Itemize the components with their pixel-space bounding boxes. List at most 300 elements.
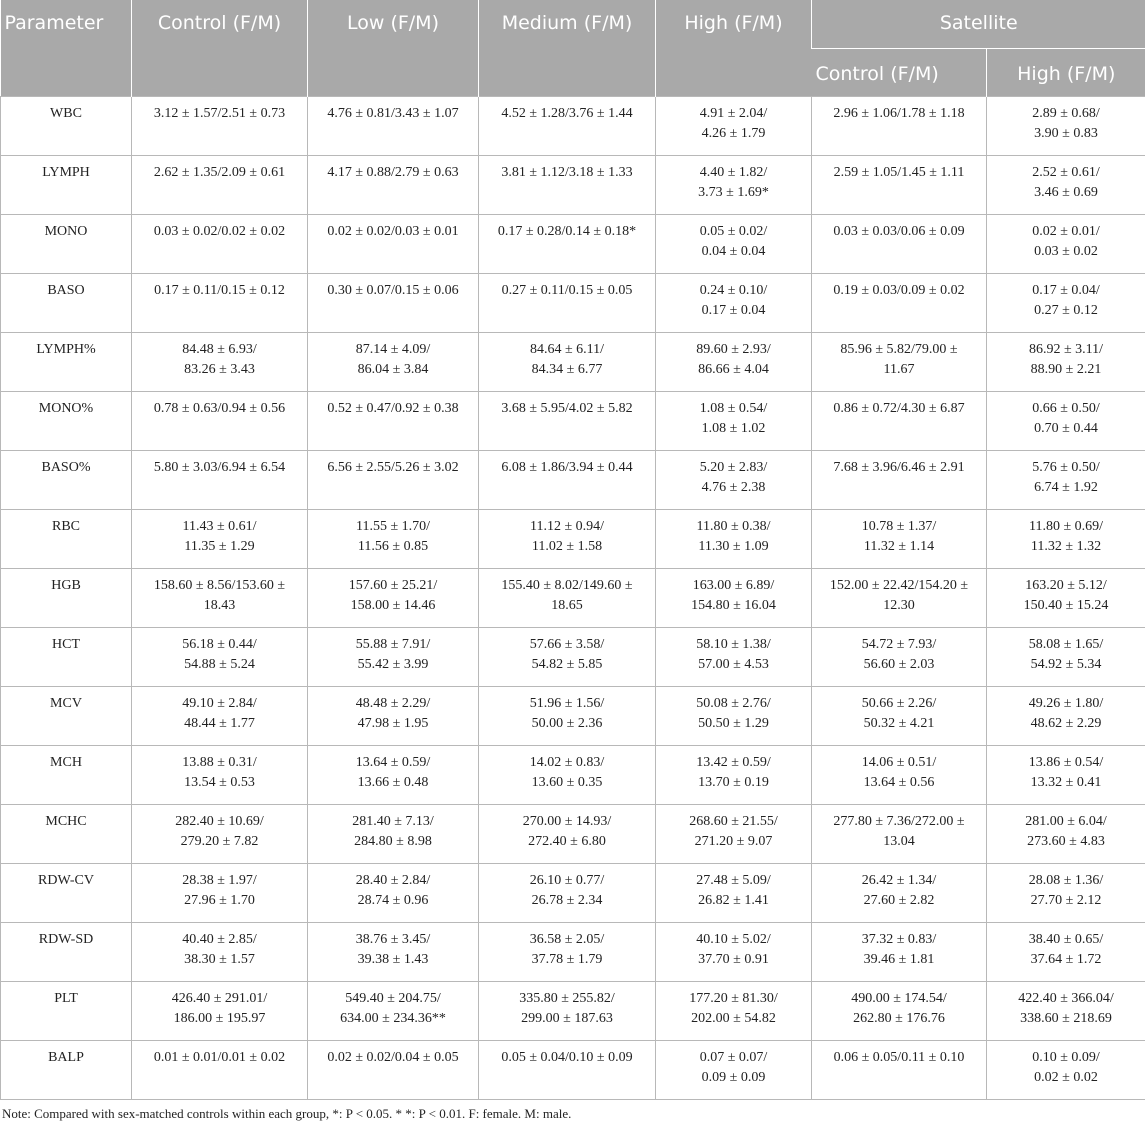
cell-line: 83.26 ± 3.43 [184, 361, 255, 377]
cell-line: 13.70 ± 0.19 [698, 774, 769, 790]
cell-line: 0.17 ± 0.11/0.15 ± 0.12 [154, 282, 285, 298]
table-cell [308, 745, 479, 804]
header-high: High (F/M) [656, 0, 812, 96]
cell-line: 0.01 ± 0.01/0.01 ± 0.02 [153, 1049, 286, 1065]
table-cell [812, 391, 987, 450]
cell-line: 0.70 ± 0.44 [1034, 420, 1098, 436]
cell-line: 3.81 ± 1.12/3.18 ± 1.33 [501, 164, 633, 180]
table-row [1, 155, 1145, 214]
cell-line: 39.46 ± 1.81 [863, 951, 935, 967]
cell-line: 37.32 ± 0.83/ [861, 931, 937, 947]
cell-line: 0.02 ± 0.02/0.04 ± 0.05 [327, 1049, 459, 1065]
cell-line: 422.40 ± 366.04/ [1018, 990, 1114, 1006]
cell-line: 37.70 ± 0.91 [698, 951, 769, 967]
table-cell [132, 214, 308, 273]
table-row [1, 627, 1145, 686]
cell-line: 55.88 ± 7.91/ [355, 636, 431, 652]
cell-line: 3.12 ± 1.57/2.51 ± 0.73 [153, 105, 286, 121]
cell-line: 0.02 ± 0.02/0.03 ± 0.01 [327, 223, 459, 239]
cell-line: 0.27 ± 0.11/0.15 ± 0.05 [501, 282, 633, 298]
table-cell [132, 509, 308, 568]
cell-line: 27.60 ± 2.82 [863, 892, 935, 908]
cell-line: 37.78 ± 1.79 [531, 951, 603, 967]
cell-line: 0.02 ± 0.01/ [1032, 223, 1100, 239]
cell-line: 0.66 ± 0.50/ [1032, 400, 1100, 416]
table-cell [308, 273, 479, 332]
cell-line: 49.10 ± 2.84/ [182, 695, 257, 711]
table-cell [479, 568, 656, 627]
table-cell [656, 922, 812, 981]
table-cell [132, 1040, 308, 1099]
cell-line: 11.12 ± 0.94/ [529, 518, 605, 534]
cell-line: 26.42 ± 1.34/ [861, 872, 937, 888]
cell-line: 86.66 ± 4.04 [698, 361, 769, 377]
cell-line: 13.04 [883, 833, 915, 849]
table-cell [479, 1040, 656, 1099]
cell-line: 14.06 ± 0.51/ [861, 754, 937, 770]
table-cell [812, 273, 987, 332]
cell-line: 38.40 ± 0.65/ [1028, 931, 1104, 947]
table-cell [308, 450, 479, 509]
cell-line: 48.48 ± 2.29/ [355, 695, 431, 711]
table-cell [656, 391, 812, 450]
table-cell [656, 804, 812, 863]
cell-line: 50.50 ± 1.29 [698, 715, 769, 731]
cell-line: 56.18 ± 0.44/ [182, 636, 257, 652]
table-cell [308, 981, 479, 1040]
table-note: Note: Compared with sex-matched controls within each group, *: P < 0.05. * *: P < 0.01. F: female. M: male. [2, 1106, 572, 1121]
row-parameter: RBC [1, 509, 132, 568]
cell-line: 13.86 ± 0.54/ [1028, 754, 1104, 770]
cell-line: 13.66 ± 0.48 [357, 774, 429, 790]
cell-line: 4.17 ± 0.88/2.79 ± 0.63 [327, 164, 459, 180]
cell-line: 2.59 ± 1.05/1.45 ± 1.11 [833, 164, 965, 180]
table-cell [479, 509, 656, 568]
cell-line: 549.40 ± 204.75/ [345, 990, 441, 1006]
table-cell [987, 1040, 1145, 1099]
table-cell [308, 391, 479, 450]
cell-line: 11.67 [883, 361, 915, 377]
cell-line: 10.78 ± 1.37/ [861, 518, 937, 534]
table-cell [812, 1040, 987, 1099]
table-cell [308, 863, 479, 922]
cell-line: 13.54 ± 0.53 [184, 774, 255, 790]
table-cell [132, 981, 308, 1040]
cell-line: 335.80 ± 255.82/ [519, 990, 615, 1006]
cell-line: 27.48 ± 5.09/ [696, 872, 771, 888]
table-cell [987, 863, 1145, 922]
cell-line: 36.58 ± 2.05/ [529, 931, 605, 947]
cell-line: 0.09 ± 0.09 [701, 1069, 766, 1085]
cell-line: 634.00 ± 234.36** [340, 1010, 446, 1026]
cell-line: 13.64 ± 0.59/ [355, 754, 431, 770]
cell-line: 0.05 ± 0.04/0.10 ± 0.09 [501, 1049, 633, 1065]
cell-line: 202.00 ± 54.82 [691, 1010, 776, 1026]
cell-line: 152.00 ± 22.42/154.20 ± [829, 577, 969, 593]
cell-line: 11.56 ± 0.85 [357, 538, 429, 554]
table-cell [132, 745, 308, 804]
cell-line: 54.72 ± 7.93/ [861, 636, 937, 652]
table-cell [308, 332, 479, 391]
cell-line: 0.27 ± 0.12 [1034, 302, 1098, 318]
table-cell [132, 922, 308, 981]
table-cell [479, 686, 656, 745]
cell-line: 38.76 ± 3.45/ [355, 931, 431, 947]
row-parameter: BASO [1, 273, 132, 332]
row-parameter: LYMPH [1, 155, 132, 214]
table-body [1, 96, 1145, 1099]
table-cell [132, 568, 308, 627]
table-cell [308, 568, 479, 627]
table-cell [132, 155, 308, 214]
cell-line: 262.80 ± 176.76 [853, 1010, 945, 1026]
cell-line: 50.66 ± 2.26/ [861, 695, 937, 711]
cell-line: 12.30 [883, 597, 915, 613]
cell-line: 11.80 ± 0.69/ [1028, 518, 1104, 534]
cell-line: 2.52 ± 0.61/ [1032, 164, 1100, 180]
row-parameter: RDW-CV [1, 863, 132, 922]
cell-line: 268.60 ± 21.55/ [689, 813, 778, 829]
cell-line: 18.65 [551, 597, 583, 613]
cell-line: 4.76 ± 2.38 [701, 479, 766, 495]
table-cell [479, 745, 656, 804]
cell-line: 50.00 ± 2.36 [531, 715, 603, 731]
table-cell [812, 450, 987, 509]
header-parameter: Parameter [1, 0, 132, 96]
table-cell [812, 686, 987, 745]
cell-line: 2.89 ± 0.68/ [1032, 105, 1100, 121]
table-cell [987, 155, 1145, 214]
row-parameter: MONO% [1, 391, 132, 450]
table-cell [812, 745, 987, 804]
cell-line: 13.64 ± 0.56 [863, 774, 935, 790]
cell-line: 49.26 ± 1.80/ [1028, 695, 1104, 711]
table-cell [987, 214, 1145, 273]
cell-line: 0.17 ± 0.04 [701, 302, 766, 318]
table-cell [308, 922, 479, 981]
cell-line: 11.32 ± 1.14 [863, 538, 935, 554]
cell-line: 48.44 ± 1.77 [184, 715, 255, 731]
cell-line: 54.92 ± 5.34 [1030, 656, 1102, 672]
cell-line: 158.00 ± 14.46 [350, 597, 436, 613]
cell-line: 11.02 ± 1.58 [531, 538, 603, 554]
table-cell [987, 568, 1145, 627]
cell-line: 84.64 ± 6.11/ [529, 341, 605, 357]
cell-line: 26.82 ± 1.41 [698, 892, 769, 908]
row-parameter: MCV [1, 686, 132, 745]
table-row [1, 332, 1145, 391]
cell-line: 3.73 ± 1.69* [698, 184, 769, 200]
cell-line: 13.42 ± 0.59/ [696, 754, 771, 770]
cell-line: 54.82 ± 5.85 [531, 656, 603, 672]
table-cell [812, 96, 987, 155]
cell-line: 13.88 ± 0.31/ [182, 754, 257, 770]
table-cell [308, 1040, 479, 1099]
cell-line: 426.40 ± 291.01/ [171, 990, 268, 1006]
cell-line: 0.86 ± 0.72/4.30 ± 6.87 [833, 400, 965, 416]
cell-line: 5.20 ± 2.83/ [699, 459, 768, 475]
cell-line: 0.24 ± 0.10/ [699, 282, 768, 298]
cell-line: 1.08 ± 1.02 [701, 420, 766, 436]
cell-line: 11.32 ± 1.32 [1030, 538, 1102, 554]
cell-line: 11.43 ± 0.61/ [182, 518, 257, 534]
table-cell [479, 981, 656, 1040]
cell-line: 50.32 ± 4.21 [863, 715, 935, 731]
table-cell [987, 332, 1145, 391]
table-cell [656, 745, 812, 804]
table-cell [812, 332, 987, 391]
cell-line: 0.30 ± 0.07/0.15 ± 0.06 [327, 282, 459, 298]
table-row [1, 96, 1145, 155]
cell-line: 282.40 ± 10.69/ [175, 813, 264, 829]
table-cell [987, 450, 1145, 509]
table-cell [812, 922, 987, 981]
cell-line: 11.35 ± 1.29 [184, 538, 255, 554]
table-row [1, 686, 1145, 745]
cell-line: 299.00 ± 187.63 [521, 1010, 613, 1026]
cell-line: 55.42 ± 3.99 [357, 656, 429, 672]
cell-line: 2.96 ± 1.06/1.78 ± 1.18 [833, 105, 965, 121]
table-cell [479, 332, 656, 391]
cell-line: 5.76 ± 0.50/ [1032, 459, 1100, 475]
table-header [1, 0, 1145, 96]
cell-line: 86.92 ± 3.11/ [1028, 341, 1104, 357]
table-cell [656, 509, 812, 568]
cell-line: 338.60 ± 218.69 [1020, 1010, 1112, 1026]
table-cell [987, 273, 1145, 332]
cell-line: 277.80 ± 7.36/272.00 ± [833, 813, 965, 829]
cell-line: 284.80 ± 8.98 [354, 833, 432, 849]
cell-line: 4.40 ± 1.82/ [699, 164, 768, 180]
table-cell [479, 155, 656, 214]
table-cell [308, 96, 479, 155]
table-cell [656, 627, 812, 686]
cell-line: 85.96 ± 5.82/79.00 ± [840, 341, 958, 357]
cell-line: 58.08 ± 1.65/ [1028, 636, 1104, 652]
row-parameter: BASO% [1, 450, 132, 509]
cell-line: 158.60 ± 8.56/153.60 ± [153, 577, 286, 593]
cell-line: 28.08 ± 1.36/ [1028, 872, 1104, 888]
table-cell [479, 391, 656, 450]
cell-line: 272.40 ± 6.80 [528, 833, 606, 849]
table-cell [987, 391, 1145, 450]
table-cell [308, 686, 479, 745]
cell-line: 4.91 ± 2.04/ [699, 105, 768, 121]
table-row [1, 922, 1145, 981]
table-cell [812, 804, 987, 863]
cell-line: 89.60 ± 2.93/ [696, 341, 771, 357]
table-cell [308, 214, 479, 273]
cell-line: 150.40 ± 15.24 [1023, 597, 1109, 613]
row-parameter: RDW-SD [1, 922, 132, 981]
cell-line: 84.34 ± 6.77 [531, 361, 603, 377]
header-control: Control (F/M) [132, 0, 308, 96]
table-cell [987, 686, 1145, 745]
cell-line: 51.96 ± 1.56/ [529, 695, 605, 711]
cell-line: 54.88 ± 5.24 [184, 656, 255, 672]
table-cell [812, 981, 987, 1040]
table-row [1, 391, 1145, 450]
cell-line: 0.02 ± 0.02 [1034, 1069, 1098, 1085]
cell-line: 0.10 ± 0.09/ [1032, 1049, 1100, 1065]
cell-line: 0.06 ± 0.05/0.11 ± 0.10 [833, 1049, 965, 1065]
table-row [1, 1040, 1145, 1099]
cell-line: 177.20 ± 81.30/ [689, 990, 778, 1006]
table-cell [308, 155, 479, 214]
cell-line: 27.96 ± 1.70 [184, 892, 255, 908]
cell-line: 48.62 ± 2.29 [1030, 715, 1102, 731]
table-row [1, 568, 1145, 627]
cell-line: 13.32 ± 0.41 [1030, 774, 1102, 790]
cell-line: 157.60 ± 25.21/ [348, 577, 438, 593]
header-medium: Medium (F/M) [479, 0, 656, 96]
cell-line: 13.60 ± 0.35 [531, 774, 603, 790]
cell-line: 50.08 ± 2.76/ [696, 695, 771, 711]
table-cell [812, 568, 987, 627]
table-cell [132, 96, 308, 155]
cell-line: 3.68 ± 5.95/4.02 ± 5.82 [501, 400, 633, 416]
table-row [1, 745, 1145, 804]
table-cell [132, 332, 308, 391]
table-row [1, 863, 1145, 922]
cell-line: 57.00 ± 4.53 [698, 656, 769, 672]
table-cell [812, 863, 987, 922]
cell-line: 163.20 ± 5.12/ [1025, 577, 1107, 593]
table-row [1, 804, 1145, 863]
table-cell [132, 391, 308, 450]
cell-line: 155.40 ± 8.02/149.60 ± [501, 577, 633, 593]
cell-line: 6.74 ± 1.92 [1034, 479, 1098, 495]
table-cell [987, 96, 1145, 155]
table-cell [987, 627, 1145, 686]
cell-line: 40.40 ± 2.85/ [182, 931, 257, 947]
cell-line: 11.55 ± 1.70/ [355, 518, 431, 534]
table-cell [812, 509, 987, 568]
table-row [1, 214, 1145, 273]
cell-line: 186.00 ± 195.97 [173, 1010, 266, 1026]
cell-line: 281.40 ± 7.13/ [352, 813, 434, 829]
table-cell [812, 627, 987, 686]
cell-line: 2.62 ± 1.35/2.09 ± 0.61 [153, 164, 286, 180]
cell-line: 57.66 ± 3.58/ [529, 636, 605, 652]
header-satellite-high: High (F/M) [987, 48, 1145, 96]
cell-line: 4.26 ± 1.79 [701, 125, 766, 141]
table-cell [479, 922, 656, 981]
table-cell [812, 155, 987, 214]
table-cell [987, 804, 1145, 863]
table-cell [987, 745, 1145, 804]
cell-line: 4.52 ± 1.28/3.76 ± 1.44 [501, 105, 633, 121]
cell-line: 273.60 ± 4.83 [1027, 833, 1105, 849]
table-cell [656, 568, 812, 627]
table-cell [479, 450, 656, 509]
cell-line: 40.10 ± 5.02/ [696, 931, 771, 947]
table-cell [656, 332, 812, 391]
table-row [1, 450, 1145, 509]
table-cell [812, 214, 987, 273]
row-parameter: MCH [1, 745, 132, 804]
table-cell [308, 509, 479, 568]
table-cell [656, 686, 812, 745]
cell-line: 37.64 ± 1.72 [1030, 951, 1102, 967]
table-cell [132, 686, 308, 745]
cell-line: 281.00 ± 6.04/ [1025, 813, 1107, 829]
cell-line: 7.68 ± 3.96/6.46 ± 2.91 [833, 459, 965, 475]
table-cell [308, 627, 479, 686]
cell-line: 27.70 ± 2.12 [1030, 892, 1102, 908]
table-cell [132, 804, 308, 863]
table-cell [656, 450, 812, 509]
table-cell [987, 922, 1145, 981]
cell-line: 0.07 ± 0.07/ [699, 1049, 768, 1065]
header-low: Low (F/M) [308, 0, 479, 96]
cell-line: 1.08 ± 0.54/ [699, 400, 768, 416]
cell-line: 28.38 ± 1.97/ [182, 872, 257, 888]
cell-line: 6.08 ± 1.86/3.94 ± 0.44 [501, 459, 633, 475]
row-parameter: PLT [1, 981, 132, 1040]
table-cell [987, 981, 1145, 1040]
cell-line: 0.03 ± 0.02 [1034, 243, 1098, 259]
row-parameter: WBC [1, 96, 132, 155]
cell-line: 154.80 ± 16.04 [691, 597, 776, 613]
row-parameter: HCT [1, 627, 132, 686]
table-cell [656, 155, 812, 214]
table-row [1, 981, 1145, 1040]
row-parameter: BALP [1, 1040, 132, 1099]
cell-line: 0.05 ± 0.02/ [699, 223, 768, 239]
cell-line: 163.00 ± 6.89/ [692, 577, 775, 593]
row-parameter: MONO [1, 214, 132, 273]
cell-line: 26.78 ± 2.34 [531, 892, 603, 908]
cell-line: 0.78 ± 0.63/0.94 ± 0.56 [153, 400, 286, 416]
cell-line: 3.90 ± 0.83 [1034, 125, 1098, 141]
table-cell [132, 627, 308, 686]
cell-line: 14.02 ± 0.83/ [529, 754, 605, 770]
table-cell [132, 863, 308, 922]
cell-line: 18.43 [203, 597, 236, 613]
cell-line: 279.20 ± 7.82 [180, 833, 259, 849]
table-cell [656, 981, 812, 1040]
header-satellite: Satellite [812, 0, 1145, 48]
cell-line: 88.90 ± 2.21 [1030, 361, 1102, 377]
cell-line: 84.48 ± 6.93/ [182, 341, 257, 357]
cell-line: 47.98 ± 1.95 [357, 715, 429, 731]
row-parameter: HGB [1, 568, 132, 627]
cell-line: 3.46 ± 0.69 [1034, 184, 1098, 200]
header-satellite-control: Control (F/M) [812, 48, 987, 96]
row-parameter: LYMPH% [1, 332, 132, 391]
cell-line: 271.20 ± 9.07 [694, 833, 773, 849]
cell-line: 0.17 ± 0.28/0.14 ± 0.18* [497, 223, 637, 239]
cell-line: 11.30 ± 1.09 [698, 538, 769, 554]
table-cell [656, 273, 812, 332]
cell-line: 0.03 ± 0.02/0.02 ± 0.02 [153, 223, 286, 239]
cell-line: 86.04 ± 3.84 [357, 361, 429, 377]
cell-line: 28.74 ± 0.96 [357, 892, 429, 908]
table-row [1, 509, 1145, 568]
table-row [1, 273, 1145, 332]
cell-line: 87.14 ± 4.09/ [355, 341, 431, 357]
table-cell [656, 96, 812, 155]
cell-line: 26.10 ± 0.77/ [529, 872, 605, 888]
cell-line: 5.80 ± 3.03/6.94 ± 6.54 [153, 459, 286, 475]
table-cell [479, 627, 656, 686]
cell-line: 58.10 ± 1.38/ [696, 636, 771, 652]
table-cell [479, 804, 656, 863]
table-cell [308, 804, 479, 863]
table-cell [479, 96, 656, 155]
table-cell [656, 863, 812, 922]
